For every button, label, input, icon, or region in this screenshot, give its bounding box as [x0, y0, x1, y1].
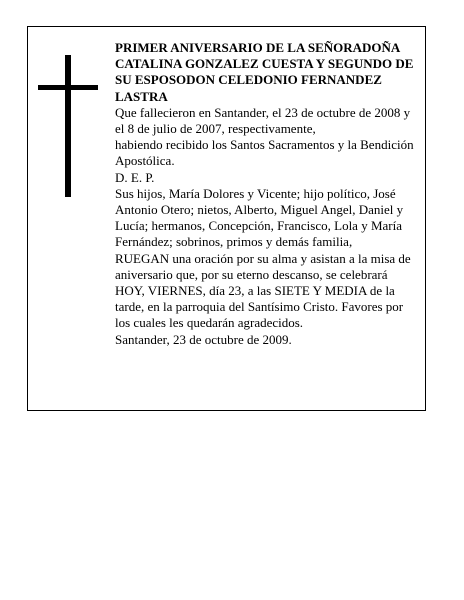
mass-request: RUEGAN una oración por su alma y asistan a la misa de aniversario que, por su eterno descanso, se celebrará HOY, VIERNES, día 23, a las SIETE Y MEDIA de la tarde, en la parroquia del Santísimo Cristo. Favores por los cuales les quedarán agradecidos. [115, 250, 411, 331]
death-info-1: Que fallecieron en Santander, el 23 de octubre de 2008 y el 8 de julio de 2007, respectivamente, [115, 104, 411, 137]
date-line: Santander, 23 de octubre de 2009. [115, 331, 292, 347]
cross-vertical-bar [65, 55, 71, 197]
death-info-2: habiendo recibido los Santos Sacramentos y la Bendición Apostólica. [115, 137, 414, 169]
family-list: Sus hijos, María Dolores y Vicente; hijo político, José Antonio Otero; nietos, Alberto, Miguel Angel, Daniel y Lucía; hermanos, Concepción, Francisco, Lola y María Fernández; sobrinos, primos y demás familia, [115, 185, 404, 250]
notice-title: PRIMER ANIVERSARIO DE LA SEÑORADOÑA CATALINA GONZALEZ CUESTA Y SEGUNDO DE SU ESPOSODON CELEDONIO FERNANDEZ LASTRA [115, 40, 414, 104]
cross-icon [38, 55, 98, 197]
notice-text [115, 40, 419, 348]
rip-line: D. E. P. [115, 169, 155, 185]
cross-horizontal-bar [38, 85, 98, 90]
obituary-notice [27, 26, 426, 411]
